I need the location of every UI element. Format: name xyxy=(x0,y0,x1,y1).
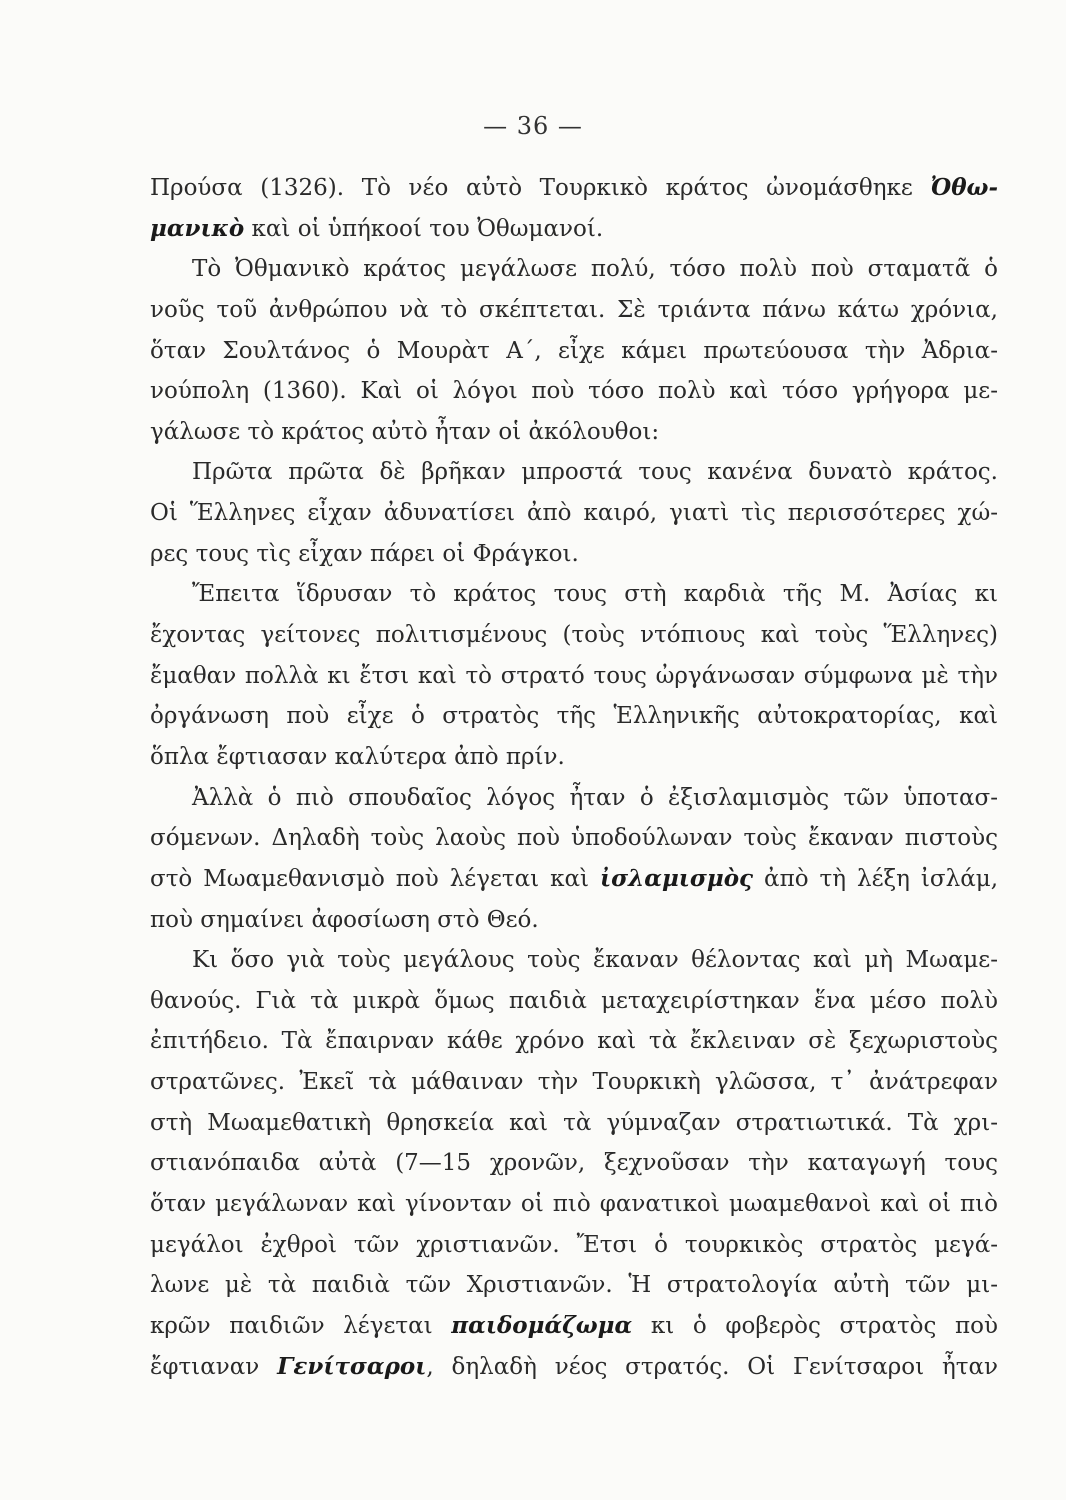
text-line xyxy=(150,290,998,331)
text-run: Πρῶτα πρῶτα δὲ βρῆκαν μπροστά τους κανένα δυνατὸ κράτος. xyxy=(192,459,998,486)
text-run: λωνε μὲ τὰ παιδιὰ τῶν Χριστιανῶν. Ἡ στρατολογία αὐτὴ τῶν μι- xyxy=(150,1272,998,1299)
text-line xyxy=(150,249,998,290)
text-run: Ἔπειτα ἵδρυσαν τὸ κράτος τους στὴ καρδιὰ τῆς Μ. Ἀσίας κι xyxy=(192,581,998,608)
text-line xyxy=(150,1062,998,1103)
body-text xyxy=(150,168,998,1387)
text-run: ποὺ σημαίνει ἀφοσίωση στὸ Θεό. xyxy=(150,906,539,933)
text-line xyxy=(150,615,998,656)
text-run: κρῶν παιδιῶν λέγεται xyxy=(150,1312,452,1339)
text-run: μεγάλοι ἐχθροὶ τῶν χριστιανῶν. Ἔτσι ὁ τουρκικὸς στρατὸς μεγά- xyxy=(150,1231,998,1258)
text-line xyxy=(150,371,998,412)
emphasized-term: παιδομάζωμα xyxy=(451,1311,633,1339)
emphasized-term: μανικὸ xyxy=(150,214,245,242)
text-line xyxy=(150,168,998,209)
text-run: ὅπλα ἔφτιασαν καλύτερα ἀπὸ πρίν. xyxy=(150,743,565,770)
text-run: κι ὁ φοβερὸς στρατὸς ποὺ xyxy=(632,1312,998,1339)
text-run: νούπολη (1360). Καὶ οἱ λόγοι ποὺ τόσο πολὺ καὶ τόσο γρήγορα με- xyxy=(150,378,998,405)
text-run: νοῦς τοῦ ἀνθρώπου νὰ τὸ σκέπτεται. Σὲ τριάντα πάνω κάτω χρόνια, xyxy=(150,296,998,323)
emphasized-term: Γενίτσαροι xyxy=(277,1352,427,1380)
text-run: ἐπιτήδειο. Τὰ ἔπαιρναν κάθε χρόνο καὶ τὰ ἔκλειναν σὲ ξεχωριστοὺς xyxy=(150,1028,998,1055)
text-run: ἔφτιαναν xyxy=(150,1353,278,1380)
text-line xyxy=(150,452,998,493)
text-run: ἔχοντας γείτονες πολιτισμένους (τοὺς ντόπιους καὶ τοὺς Ἕλληνες) xyxy=(150,622,998,649)
text-line xyxy=(150,1103,998,1144)
text-line xyxy=(150,940,998,981)
text-run: , δηλαδὴ νέος στρατός. Οἱ Γενίτσαροι ἦταν xyxy=(426,1353,999,1380)
text-line xyxy=(150,331,998,372)
text-line xyxy=(150,534,998,575)
text-run: γάλωσε τὸ κράτος αὐτὸ ἦταν οἱ ἀκόλουθοι: xyxy=(150,418,660,445)
text-run: ἀπὸ τὴ λέξη ἰσλάμ, xyxy=(753,865,998,892)
text-run: ὅταν μεγάλωναν καὶ γίνονταν οἱ πιὸ φανατικοὶ μωαμεθανοὶ καὶ οἱ πιὸ xyxy=(150,1191,998,1218)
text-line xyxy=(150,656,998,697)
text-run: Ἀλλὰ ὁ πιὸ σπουδαῖος λόγος ἦταν ὁ ἐξισλαμισμὸς τῶν ὑποτασ- xyxy=(192,784,998,811)
text-run: σόμενων. Δηλαδὴ τοὺς λαοὺς ποὺ ὑποδούλωναν τοὺς ἔκαναν πιστοὺς xyxy=(150,825,998,852)
text-line xyxy=(150,900,998,941)
text-line xyxy=(150,493,998,534)
text-line xyxy=(150,818,998,859)
text-line xyxy=(150,412,998,453)
text-run: Προύσα (1326). Τὸ νέο αὐτὸ Τουρκικὸ κράτος ὠνομάσθηκε xyxy=(150,175,931,201)
text-line xyxy=(150,1306,998,1347)
text-run: ἔμαθαν πολλὰ κι ἔτσι καὶ τὸ στρατό τους ὠργάνωσαν σύμφωνα μὲ τὴν xyxy=(150,662,998,689)
text-line xyxy=(150,574,998,615)
text-line xyxy=(150,1184,998,1225)
text-line xyxy=(150,1347,998,1388)
text-line xyxy=(150,209,998,250)
text-run: θανούς. Γιὰ τὰ μικρὰ ὅμως παιδιὰ μεταχειρίστηκαν ἕνα μέσο πολὺ xyxy=(150,987,998,1014)
text-line xyxy=(150,981,998,1022)
text-line xyxy=(150,778,998,819)
text-line xyxy=(150,1143,998,1184)
text-line xyxy=(150,1265,998,1306)
emphasized-term: Ὀθω- xyxy=(930,174,998,201)
text-run: Οἱ Ἕλληνες εἶχαν ἀδυνατίσει ἀπὸ καιρό, γιατὶ τὶς περισσότερες χώ- xyxy=(150,500,998,527)
text-line xyxy=(150,859,998,900)
text-run: καὶ οἱ ὑπήκοοί του Ὀθωμανοί. xyxy=(244,215,604,242)
text-line xyxy=(150,1021,998,1062)
text-line xyxy=(150,696,998,737)
text-run: στὸ Μωαμεθανισμὸ ποὺ λέγεται καὶ xyxy=(150,865,601,892)
text-line xyxy=(150,737,998,778)
page-number: — 36 — xyxy=(483,112,583,140)
emphasized-term: ἰσλαμισμὸς xyxy=(600,864,754,892)
text-run: ὀργάνωση ποὺ εἶχε ὁ στρατὸς τῆς Ἑλληνικῆς αὐτοκρατορίας, καὶ xyxy=(150,703,998,730)
text-run: ὅταν Σουλτάνος ὁ Μουρὰτ Α΄, εἶχε κάμει πρωτεύουσα τὴν Ἀδρια- xyxy=(150,337,998,364)
text-line xyxy=(150,1225,998,1266)
text-run: Κι ὅσο γιὰ τοὺς μεγάλους τοὺς ἔκαναν θέλοντας καὶ μὴ Μωαμε- xyxy=(192,947,998,974)
text-run: στρατῶνες. Ἐκεῖ τὰ μάθαιναν τὴν Τουρκικὴ γλῶσσα, τ᾽ ἀνάτρεφαν xyxy=(150,1069,998,1096)
text-run: στιανόπαιδα αὐτὰ (7—15 χρονῶν, ξεχνοῦσαν τὴν καταγωγή τους xyxy=(150,1150,998,1177)
text-run: ρες τους τὶς εἶχαν πάρει οἱ Φράγκοι. xyxy=(150,540,579,567)
text-run: Τὸ Ὀθμανικὸ κράτος μεγάλωσε πολύ, τόσο πολὺ ποὺ σταματᾶ ὁ xyxy=(192,256,998,283)
text-run: στὴ Μωαμεθατικὴ θρησκεία καὶ τὰ γύμναζαν στρατιωτικά. Τὰ χρι- xyxy=(150,1109,998,1136)
